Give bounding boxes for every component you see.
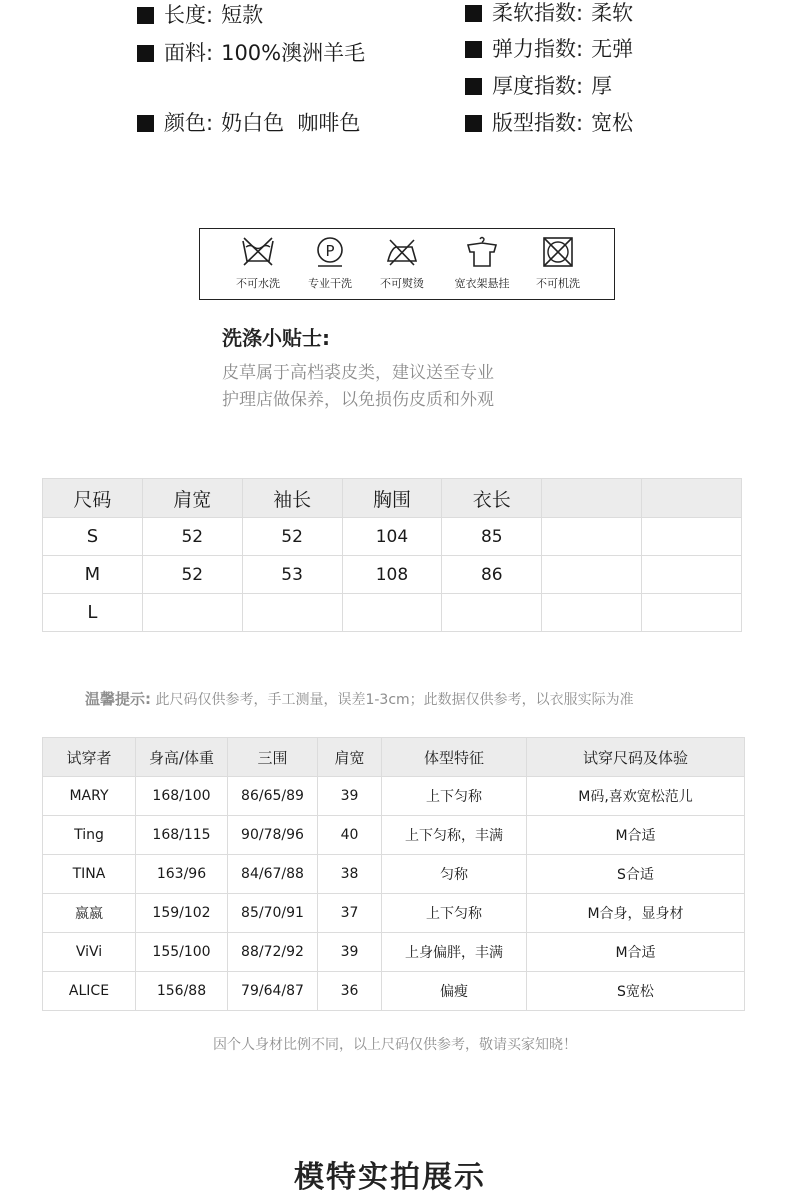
table-row: ALICE 156/88 79/64/87 36 偏瘦 S宽松 bbox=[43, 972, 745, 1011]
col-size: 尺码 bbox=[43, 479, 143, 518]
bullet-square-icon bbox=[137, 45, 154, 62]
no-iron-icon bbox=[384, 235, 420, 269]
col-shoulder: 肩宽 bbox=[142, 479, 242, 518]
col-empty bbox=[642, 479, 742, 518]
no-wash-icon bbox=[240, 235, 276, 269]
care-instructions-box bbox=[199, 228, 615, 300]
size-note-label: 温馨提示: bbox=[85, 690, 151, 708]
attr-length: 长度: 短款 bbox=[137, 2, 263, 28]
size-table bbox=[42, 478, 742, 632]
attr-fabric: 面料: 100%澳洲羊毛 bbox=[137, 40, 365, 66]
table-row: ViVi 155/100 88/72/92 39 上身偏胖，丰满 M合适 bbox=[43, 933, 745, 972]
care-item-dry-clean: P 专业干洗 bbox=[290, 235, 370, 291]
svg-text:P: P bbox=[325, 242, 335, 260]
care-item-no-machine-wash: 不可机洗 bbox=[518, 235, 598, 291]
bullet-square-icon bbox=[465, 41, 482, 58]
fit-note: 因个人身材比例不同，以上尺码仅供参考，敬请买家知晓！ bbox=[213, 1037, 577, 1053]
attr-elasticity: 弹力指数: 无弹 bbox=[465, 36, 633, 62]
table-row: L bbox=[43, 594, 742, 632]
col-length: 衣长 bbox=[442, 479, 542, 518]
table-row: M 52 53 108 86 bbox=[43, 556, 742, 594]
care-item-no-wash: 不可水洗 bbox=[218, 235, 298, 291]
section-title: 模特实拍展示 bbox=[294, 1160, 486, 1195]
attr-softness: 柔软指数: 柔软 bbox=[465, 0, 633, 26]
care-item-no-iron: 不可熨烫 bbox=[362, 235, 442, 291]
table-row: Ting 168/115 90/78/96 40 上下匀称，丰满 M合适 bbox=[43, 816, 745, 855]
attr-thickness: 厚度指数: 厚 bbox=[465, 73, 612, 99]
bullet-square-icon bbox=[137, 115, 154, 132]
washing-tips-line: 皮草属于高档裘皮类，建议送至专业 bbox=[222, 363, 494, 383]
attr-fit: 版型指数: 宽松 bbox=[465, 110, 633, 136]
washing-tips-title: 洗涤小贴士: bbox=[222, 326, 330, 350]
col-empty bbox=[542, 479, 642, 518]
table-row: 嬴嬴 159/102 85/70/91 37 上下匀称 M合身，显身材 bbox=[43, 894, 745, 933]
col-sleeve: 袖长 bbox=[242, 479, 342, 518]
bullet-square-icon bbox=[465, 115, 482, 132]
size-note-text: 此尺码仅供参考，手工测量，误差1-3cm；此数据仅供参考，以衣服实际为准 bbox=[151, 692, 634, 708]
bullet-square-icon bbox=[137, 7, 154, 24]
size-table-header bbox=[43, 479, 742, 518]
hanger-icon bbox=[464, 235, 500, 269]
col-chest: 胸围 bbox=[342, 479, 442, 518]
fit-table-header: 试穿者 身高/体重 三围 肩宽 体型特征 试穿尺码及体验 bbox=[43, 738, 745, 777]
bullet-square-icon bbox=[465, 5, 482, 22]
bullet-square-icon bbox=[465, 78, 482, 95]
size-note bbox=[85, 688, 634, 709]
fit-table bbox=[42, 737, 745, 1011]
attr-color: 颜色: 奶白色 咖啡色 bbox=[137, 110, 360, 136]
table-row: MARY 168/100 86/65/89 39 上下匀称 M码,喜欢宽松范儿 bbox=[43, 777, 745, 816]
washing-tips-line: 护理店做保养，以免损伤皮质和外观 bbox=[222, 390, 494, 410]
table-row: S 52 52 104 85 bbox=[43, 518, 742, 556]
care-item-hanger: 宽衣架悬挂 bbox=[442, 235, 522, 291]
no-machine-wash-icon bbox=[540, 235, 576, 269]
table-row: TINA 163/96 84/67/88 38 匀称 S合适 bbox=[43, 855, 745, 894]
dry-clean-icon bbox=[312, 235, 348, 269]
